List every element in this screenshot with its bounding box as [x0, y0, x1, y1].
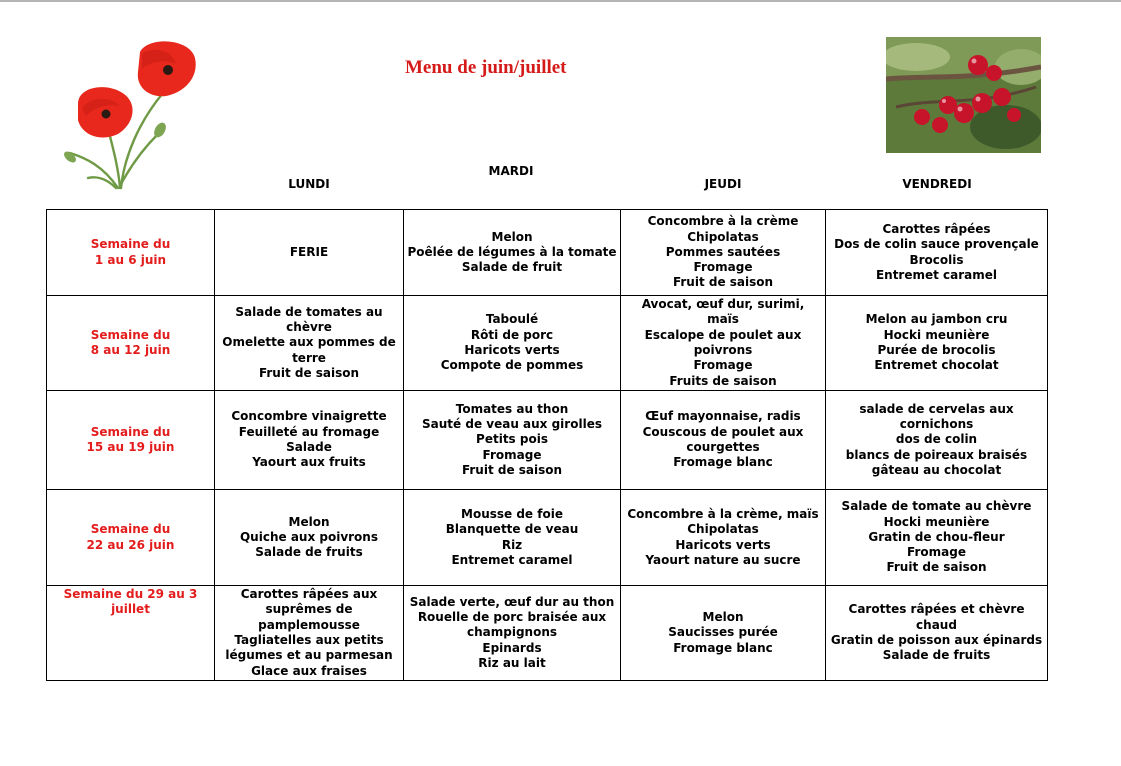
week-label-line: Semaine du 29 au 3: [63, 587, 198, 601]
menu-item: Quiche aux poivrons: [239, 529, 378, 544]
week-row: [47, 210, 1048, 296]
menu-item: légumes et au parmesan: [225, 648, 393, 663]
menu-cell-vendredi: [826, 586, 1048, 681]
menu-item: Hocki meunière: [883, 327, 990, 342]
menu-item: Riz: [501, 537, 523, 552]
menu-item: Couscous de poulet aux: [642, 424, 804, 439]
week-label-line: Semaine du: [90, 237, 171, 252]
menu-item: champignons: [466, 625, 558, 640]
menu-item: Mousse de foie: [461, 506, 563, 521]
top-border-line: [0, 0, 1121, 2]
menu-item: Gratin de chou-fleur: [868, 529, 1005, 544]
menu-item: Œuf mayonnaise, radis: [645, 409, 801, 424]
menu-cell-lundi: [215, 490, 404, 586]
menu-item: Entremet chocolat: [874, 358, 999, 373]
menu-cell-vendredi: [826, 391, 1048, 490]
menu-item: Carottes râpées aux: [240, 587, 378, 602]
cherry-photo: [886, 37, 1041, 153]
menu-item: Fromage: [693, 358, 753, 373]
menu-item: Rouelle de porc braisée aux: [417, 610, 607, 625]
menu-item: Haricots verts: [675, 537, 771, 552]
menu-item: FERIE: [289, 244, 329, 259]
menu-item: Epinards: [482, 640, 542, 655]
menu-item: Saucisses purée: [668, 625, 778, 640]
menu-cell-jeudi: [621, 391, 826, 490]
menu-item: terre: [292, 350, 326, 365]
menu-item: Fruit de saison: [258, 365, 360, 380]
menu-item: Compote de pommes: [440, 358, 584, 373]
menu-item: gâteau au chocolat: [871, 462, 1002, 477]
menu-item: Salade de fruits: [255, 545, 363, 560]
menu-item: Yaourt nature au sucre: [645, 552, 801, 567]
menu-item: Entremet caramel: [875, 267, 998, 282]
menu-item: Avocat, œuf dur, surimi, maïs: [641, 297, 805, 327]
menu-item: Rôti de porc: [470, 327, 554, 342]
week-label: [47, 210, 215, 296]
week-label-line: Semaine du: [90, 327, 171, 342]
menu-cell-mardi: [404, 586, 621, 681]
menu-item: Glace aux fraises: [251, 663, 367, 678]
menu-item: dos de colin: [895, 432, 978, 447]
menu-cell-mardi: [404, 210, 621, 296]
week-label-line: Semaine du: [90, 522, 171, 537]
menu-cell-mardi: [404, 490, 621, 586]
menu-item: Chipolatas: [687, 522, 759, 537]
menu-cell-lundi: [215, 586, 404, 681]
poppy-bud: [62, 149, 78, 164]
menu-item: Melon: [288, 514, 330, 529]
menu-item: Salade de tomates au: [235, 304, 383, 319]
menu-item: Brocolis: [909, 252, 964, 267]
menu-item: Carottes râpées et chèvre chaud: [848, 602, 1025, 632]
menu-item: Haricots verts: [464, 343, 560, 357]
day-header-mardi: MARDI: [488, 164, 534, 178]
menu-item: Fromage blanc: [673, 455, 773, 470]
day-header-vendredi: VENDREDI: [902, 177, 972, 191]
menu-item: Fromage: [693, 260, 753, 275]
menu-item: Fruit de saison: [461, 462, 563, 477]
menu-item: Tagliatelles aux petits: [234, 633, 384, 647]
menu-item: Feuilleté au fromage: [238, 424, 380, 439]
menu-cell-vendredi: [826, 296, 1048, 391]
menu-item: Concombre à la crème, maïs: [627, 506, 819, 521]
menu-item: Concombre à la crème: [647, 214, 799, 229]
week-label: [47, 296, 215, 391]
menu-item: Yaourt aux fruits: [252, 455, 366, 470]
menu-item: Riz au lait: [478, 655, 546, 670]
day-header-lundi: LUNDI: [288, 177, 330, 191]
week-label-line: 15 au 19 juin: [86, 440, 175, 454]
menu-cell-mardi: [404, 391, 621, 490]
menu-item: Fromage: [482, 447, 542, 462]
menu-item: Concombre vinaigrette: [231, 409, 387, 424]
menu-cell-jeudi: [621, 210, 826, 296]
menu-item: Sauté de veau aux girolles: [422, 417, 602, 432]
menu-item: Salade de tomate au chèvre: [841, 499, 1032, 514]
menu-item: Fruits de saison: [669, 373, 777, 388]
week-label: [47, 391, 215, 490]
menu-item: Poêlée de légumes à la tomate: [407, 244, 617, 259]
menu-item: Fruit de saison: [886, 560, 987, 575]
menu-cell-mardi: [404, 296, 621, 391]
menu-item: cornichons: [899, 417, 974, 432]
menu-item: Fruit de saison: [672, 275, 774, 290]
menu-cell-lundi: [215, 391, 404, 490]
week-label: [47, 586, 215, 681]
menu-item: Fromage blanc: [673, 640, 773, 655]
menu-cell-jeudi: [621, 296, 826, 391]
menu-cell-lundi: [215, 296, 404, 391]
week-row: [47, 586, 1048, 681]
menu-item: Salade de fruits: [882, 648, 991, 663]
menu-item: Salade: [286, 440, 332, 454]
menu-item: Melon au jambon cru: [865, 312, 1008, 327]
menu-cell-vendredi: [826, 490, 1048, 586]
poppy-illustration: [58, 38, 208, 190]
week-label-line: 1 au 6 juin: [94, 252, 167, 267]
menu-item: Purée de brocolis: [877, 343, 996, 357]
menu-item: Petits pois: [476, 432, 548, 447]
menu-item: Melon: [702, 610, 744, 625]
week-label-line: Semaine du: [90, 424, 171, 439]
week-label-line: 22 au 26 juin: [86, 537, 175, 552]
menu-item: suprêmes de: [265, 602, 353, 617]
menu-item: courgettes: [686, 440, 760, 454]
menu-item: pamplemousse: [258, 617, 360, 632]
page-title: Menu de juin/juillet: [405, 57, 567, 78]
menu-item: chèvre: [286, 320, 332, 335]
week-row: [47, 296, 1048, 391]
week-label: [47, 490, 215, 586]
menu-item: Salade de fruit: [461, 260, 563, 275]
menu-item: Gratin de poisson aux épinards: [830, 633, 1043, 647]
menu-item: Chipolatas: [687, 229, 759, 244]
menu-item: Carottes râpées: [882, 221, 991, 236]
menu-item: Pommes sautées: [665, 244, 781, 259]
menu-table: [46, 209, 1048, 681]
menu-item: Tomates au thon: [455, 401, 569, 416]
poppy-flower-large: [138, 41, 196, 96]
menu-item: Taboulé: [485, 312, 539, 327]
menu-cell-lundi: [215, 210, 404, 296]
menu-item: Dos de colin sauce provençale: [834, 237, 1039, 252]
week-label-line: juillet: [111, 602, 150, 617]
menu-item: Omelette aux pommes de: [222, 335, 396, 350]
menu-cell-jeudi: [621, 586, 826, 681]
menu-item: Fromage: [907, 545, 966, 560]
menu-item: salade de cervelas aux: [859, 401, 1014, 416]
day-header-jeudi: JEUDI: [704, 177, 742, 191]
week-row: [47, 391, 1048, 490]
menu-item: poivrons: [693, 343, 753, 357]
menu-item: blancs de poireaux braisés: [845, 447, 1028, 462]
poppy-flower-small: [78, 87, 133, 137]
menu-item: Hocki meunière: [883, 514, 990, 529]
menu-item: Blanquette de veau: [445, 522, 579, 537]
menu-cell-jeudi: [621, 490, 826, 586]
menu-item: Entremet caramel: [451, 552, 573, 567]
menu-item: Escalope de poulet aux: [644, 327, 802, 342]
menu-cell-vendredi: [826, 210, 1048, 296]
menu-item: Melon: [491, 229, 533, 244]
menu-item: Salade verte, œuf dur au thon: [409, 594, 615, 609]
week-label-line: 8 au 12 juin: [90, 343, 171, 357]
week-row: [47, 490, 1048, 586]
